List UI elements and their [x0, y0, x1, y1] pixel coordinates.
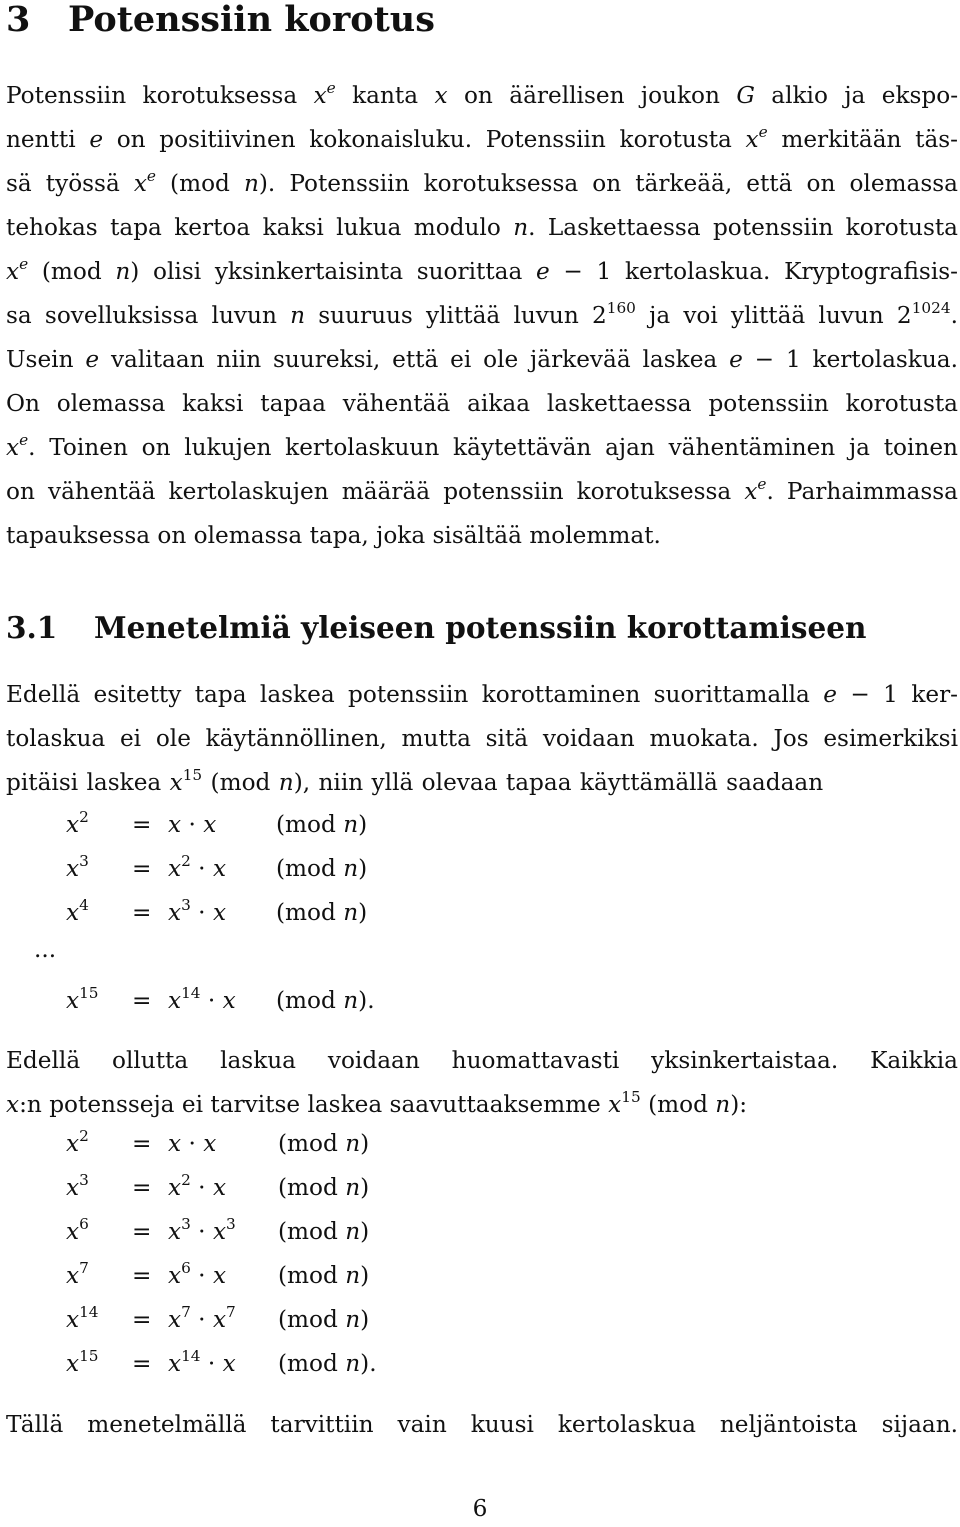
equals-sign: = [132, 987, 152, 1014]
equation-lhs: $x^7$ [66, 1258, 89, 1289]
equation-row [66, 979, 486, 1023]
equation-row [66, 803, 486, 847]
paragraph-2-line-2: tolaskua ei ole käytännöllinen, mutta sitä voidaan muokata. Jos esimerkiksi [6, 725, 958, 752]
equation-modulus: (mod n). [278, 1350, 377, 1377]
paragraph-1-line-6: sa sovelluksissa luvun n suuruus ylittää luvun $2^{160}$ ja voi ylittää luvun $2^{1024}$. [6, 298, 959, 329]
paragraph-2-line-3: pitäisi laskea $x^{15}$ (mod n), niin yllä olevaa tapaa käyttämällä saadaan [6, 765, 824, 796]
equation-lhs: $x^6$ [66, 1214, 89, 1245]
equation-rhs: $x^{14} \cdot x$ [168, 1346, 236, 1377]
equation-rhs: $x^3 \cdot x$ [168, 895, 227, 926]
equation-row [66, 1210, 486, 1254]
equation-lhs: $x^2$ [66, 807, 89, 838]
equals-sign: = [132, 855, 152, 882]
equation-lhs: $x^{15}$ [66, 1346, 99, 1377]
paragraph-2-line-1: Edellä esitetty tapa laskea potenssiin korottaminen suorittamalla e − 1 ker- [6, 681, 959, 708]
equation-row [66, 891, 486, 935]
equation-rhs: $x^7 \cdot x^7$ [168, 1302, 236, 1333]
equals-sign: = [132, 811, 152, 838]
equation-row [66, 1122, 486, 1166]
subsection-heading [6, 608, 866, 648]
paragraph-1-line-4: tehokas tapa kertoa kaksi lukua modulo n. Laskettaessa potenssiin korotusta [6, 214, 959, 241]
equation-row [66, 847, 486, 891]
equation-lhs: $x^4$ [66, 895, 89, 926]
equation-modulus: (mod n). [276, 987, 375, 1014]
paragraph-1-line-11: tapauksessa on olemassa tapa, joka sisältää molemmat. [6, 522, 661, 549]
equation-rhs: $x^2 \cdot x$ [168, 1170, 227, 1201]
page-number: 6 [472, 1495, 488, 1522]
equation-modulus: (mod n) [278, 1218, 370, 1245]
equation-rhs: x · x [168, 1130, 217, 1157]
equation-rhs: $x^3 \cdot x^3$ [168, 1214, 236, 1245]
equals-sign: = [132, 899, 152, 926]
equation-rhs: $x^6 \cdot x$ [168, 1258, 227, 1289]
equation-rhs: $x^{14} \cdot x$ [168, 983, 236, 1014]
equation-lhs: $x^3$ [66, 1170, 89, 1201]
paragraph-1-line-5: $x^e$ (mod n) olisi yksinkertaisinta suorittaa e − 1 kertolaskua. Kryptografisis- [6, 254, 958, 285]
subsection-number: 3.1 [6, 610, 58, 645]
equation-row [66, 1254, 486, 1298]
equals-sign: = [132, 1306, 152, 1333]
section-number: 3 [6, 0, 31, 40]
equals-sign: = [132, 1350, 152, 1377]
equation-rhs: $x^2 \cdot x$ [168, 851, 227, 882]
equation-modulus: (mod n) [276, 855, 368, 882]
equation-lhs: $x^2$ [66, 1126, 89, 1157]
equation-row [66, 1298, 486, 1342]
paragraph-3-line-2: x:n potensseja ei tarvitse laskea saavuttaaksemme $x^{15}$ (mod n): [6, 1087, 748, 1118]
paragraph-3-line-1: Edellä ollutta laskua voidaan huomattavasti yksinkertaistaa. Kaikkia [6, 1047, 958, 1074]
equation-lhs: $x^{15}$ [66, 983, 99, 1014]
equation-modulus: (mod n) [278, 1130, 370, 1157]
equation-row [66, 1342, 486, 1386]
paragraph-1-line-10: on vähentää kertolaskujen määrää potenssiin korotuksessa $x^e$. Parhaimmassa [6, 474, 958, 505]
equals-sign: = [132, 1218, 152, 1245]
equation-modulus: (mod n) [278, 1174, 370, 1201]
equation-row [66, 1166, 486, 1210]
paragraph-1-line-1: Potenssiin korotuksessa $x^e$ kanta x on äärellisen joukon G alkio ja ekspo- [6, 78, 959, 109]
equation-rhs: x · x [168, 811, 217, 838]
equation-modulus: (mod n) [276, 811, 368, 838]
ellipsis: ... [34, 936, 57, 963]
paragraph-1-line-9: $x^e$. Toinen on lukujen kertolaskuun käytettävän ajan vähentäminen ja toinen [6, 430, 958, 461]
equals-sign: = [132, 1174, 152, 1201]
paragraph-1-line-8: On olemassa kaksi tapaa vähentää aikaa laskettaessa potenssiin korotusta [6, 390, 958, 417]
section-heading [6, 0, 435, 40]
equation-modulus: (mod n) [278, 1306, 370, 1333]
paragraph-1-line-2: nentti e on positiivinen kokonaisluku. Potenssiin korotusta $x^e$ merkitään täs- [6, 122, 959, 153]
subsection-title: Menetelmiä yleiseen potenssiin korottamiseen [94, 610, 867, 645]
equals-sign: = [132, 1262, 152, 1289]
equation-lhs: $x^3$ [66, 851, 89, 882]
equation-modulus: (mod n) [276, 899, 368, 926]
paragraph-4-line-1: Tällä menetelmällä tarvittiin vain kuusi kertolaskua neljäntoista sijaan. [6, 1411, 959, 1438]
equation-lhs: $x^{14}$ [66, 1302, 99, 1333]
equals-sign: = [132, 1130, 152, 1157]
section-title: Potenssiin korotus [68, 0, 435, 40]
equation-modulus: (mod n) [278, 1262, 370, 1289]
paragraph-1-line-7: Usein e valitaan niin suureksi, että ei ole järkevää laskea e − 1 kertolaskua. [6, 346, 958, 373]
paragraph-1-line-3: sä työssä $x^e$ (mod n). Potenssiin korotuksessa on tärkeää, että on olemassa [6, 166, 958, 197]
